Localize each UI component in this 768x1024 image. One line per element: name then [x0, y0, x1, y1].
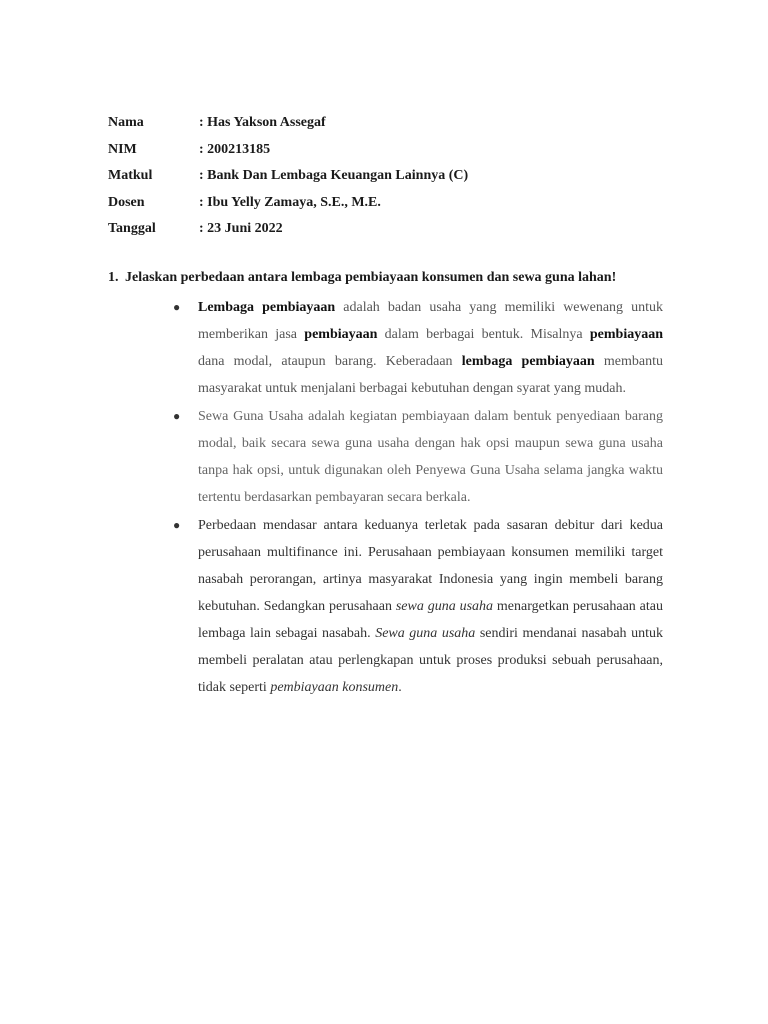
info-value: : Ibu Yelly Zamaya, S.E., M.E.	[199, 194, 381, 210]
answer-text: menargetkan perusahaan atau lembaga lain sebagai nasabah.	[198, 599, 663, 641]
answer-item-sewa-guna-usaha	[173, 403, 663, 511]
answer-text: .	[398, 680, 402, 695]
info-row-nim	[108, 137, 468, 164]
bold-term: Lembaga pembiayaan	[198, 300, 336, 315]
answer-text: dalam berbagai bentuk. Misalnya	[377, 327, 590, 342]
answer-text: Sewa Guna Usaha adalah kegiatan pembiayaan dalam bentuk penyediaan barang modal, baik secara sewa guna usaha dengan hak opsi maupun sewa guna usaha tanpa hak opsi, untuk digunakan oleh Penyewa Guna Usaha selama jangka waktu tertentu berdasarkan pembayaran secara berkala.	[198, 409, 663, 505]
student-info	[108, 110, 468, 243]
bold-term: pembiayaan	[589, 327, 663, 342]
info-label: NIM	[108, 141, 137, 157]
info-row-tanggal	[108, 216, 468, 243]
answer-text: dana modal, ataupun barang. Keberadaan	[198, 354, 462, 369]
answer-text: Perbedaan mendasar antara keduanya terletak pada sasaran debitur dari kedua perusahaan multifinance ini. Perusahaan pembiayaan konsumen memiliki target nasabah perorangan, artinya masyarakat Indonesia yang ingin membeli barang kebutuhan. Sedangkan perusahaan	[198, 518, 663, 614]
answer-list	[173, 294, 663, 701]
info-value: : Bank Dan Lembaga Keuangan Lainnya (C)	[199, 168, 469, 184]
italic-term: sewa guna usaha	[395, 599, 494, 614]
info-row-dosen	[108, 190, 468, 217]
answer-text: adalah badan usaha yang memiliki wewenang untuk memberikan jasa	[198, 300, 664, 342]
bullet-dot-icon: ●	[173, 409, 181, 423]
info-label: Tanggal	[108, 221, 156, 237]
answer-item-perbedaan	[173, 512, 663, 701]
info-row-nama	[108, 110, 468, 137]
answer-item-lembaga-pembiayaan	[173, 294, 663, 402]
italic-term: pembiayaan konsumen	[270, 680, 399, 695]
info-label: Dosen	[108, 194, 145, 210]
info-row-matkul	[108, 163, 468, 190]
bullet-dot-icon: ●	[173, 518, 181, 532]
bold-term: pembiayaan	[304, 327, 378, 342]
info-label: Nama	[108, 115, 144, 131]
info-value: : 23 Juni 2022	[199, 221, 283, 237]
question-heading	[108, 270, 668, 286]
info-value: : Has Yakson Assegaf	[199, 115, 326, 131]
info-value: : 200213185	[199, 141, 271, 157]
question-text: Jelaskan perbedaan antara lembaga pembiayaan konsumen dan sewa guna lahan!	[125, 270, 617, 285]
question-number: 1.	[108, 270, 119, 285]
bold-term: lembaga pembiayaan	[461, 354, 595, 369]
bullet-dot-icon: ●	[173, 300, 181, 314]
info-label: Matkul	[108, 168, 153, 184]
answer-text: sendiri mendanai nasabah untuk membeli peralatan atau perlengkapan untuk proses produksi sebuah perusahaan, tidak seperti	[198, 626, 664, 695]
answer-text: membantu masyarakat untuk menjalani berbagai kebutuhan dengan syarat yang mudah.	[198, 354, 663, 396]
italic-term: Sewa guna usaha	[375, 626, 476, 641]
